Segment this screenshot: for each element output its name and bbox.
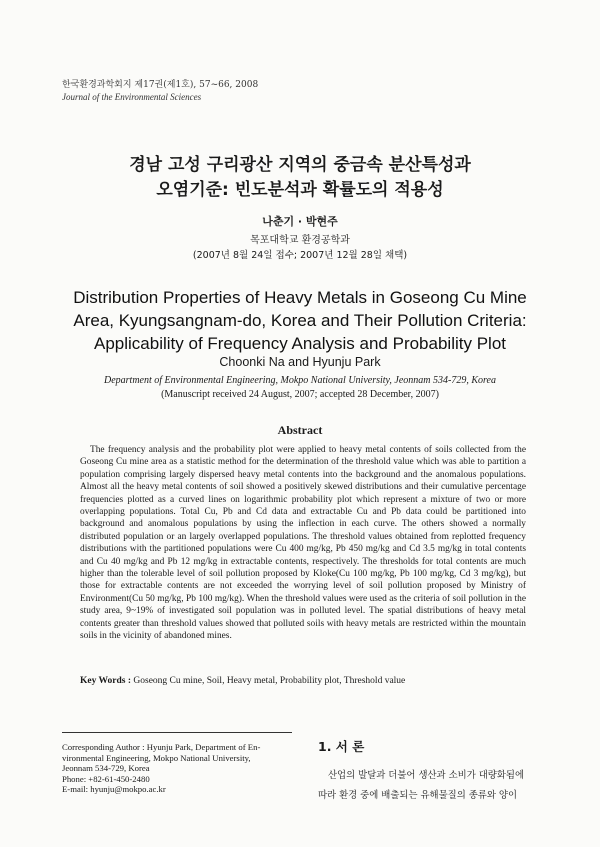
correspondence-email: E-mail: hyunju@mokpo.ac.kr xyxy=(62,784,166,795)
korean-title xyxy=(0,153,600,203)
korean-title-line-2: 오염기준: 빈도분석과 확률도의 적용성 xyxy=(156,180,444,200)
correspondence-phone: Phone: +82-61-450-2480 xyxy=(62,773,150,784)
introduction-body xyxy=(318,766,558,806)
korean-title-line-1: 경남 고성 구리광산 지역의 중금속 분산특성과 xyxy=(129,155,471,175)
abstract-heading: Abstract xyxy=(277,423,323,437)
correspondence-line-2: vironmental Engineering, Mokpo National University, xyxy=(62,752,251,763)
section-heading-introduction: 1. 서 론 xyxy=(318,739,365,754)
keywords-label: Key Words : xyxy=(80,676,132,686)
footnote-divider xyxy=(62,732,292,733)
english-authors: Choonki Na and Hyunju Park xyxy=(219,355,381,369)
introduction-line-2: 따라 환경 중에 배출되는 유해물질의 종류와 양이 xyxy=(318,790,518,801)
abstract-text: The frequency analysis and the probability plot were applied to heavy metal contents of soils collected from the Goseong Cu mine area as a statistic method for the determination of the threshold value which was able to partition a population comprising largely dispersed heavy metal contents into the background and the anomalous populations. Almost all the heavy metal contents of soil showed a positively skewed distributions and their cumulative percentage frequencies plotted as a curved lines on logarithmic probability plot which represent a mixture of two or more overlapping populations. Total Cu, Pb and Cd data and extractable Cu and Pb data could be partitioned into background and anomalous populations by using the inflection in each curve. The others showed a normally distributed population or an largely overlapped populations. The threshold values obtained from replotted frequency distributions with the partitioned populations were Cu 400 mg/kg, Pb 450 mg/kg and Cd 3.5 mg/kg in total contents and Cu 40 mg/kg and Pb 12 mg/kg in extractable contents, respectively. The thresholds for total contents are much higher than the tolerable level of soil pollution proposed by Kloke(Cu 100 mg/kg, Pb 100 mg/kg, Cd 3 mg/kg), but those for extractable contents are not exceeded the worrying level of soil pollution proposed by Ministry of Environment(Cu 50 mg/kg, Pb 100 mg/kg). When the threshold values were used as the criteria of soil pollution in the study area, 9~19% of investigated soil population was in polluted level. The spatial distributions of heavy metal contents greater than threshold values showed that polluted soils with heavy metals are restricted within the mountain soils in the vicinity of abandoned mines. xyxy=(80,445,526,642)
korean-affiliation: 목포대학교 환경공학과 xyxy=(250,235,350,246)
english-affiliation: Department of Environmental Engineering, Mokpo National University, Jeonnam 534-729, Korea xyxy=(104,375,496,386)
correspondence-footnote xyxy=(62,742,294,795)
introduction-line-1: 산업의 발달과 더불어 생산과 소비가 대량화됨에 xyxy=(328,770,525,781)
journal-ref-english: Journal of the Environmental Sciences xyxy=(62,92,202,102)
correspondence-line-3: Jeonnam 534-729, Korea xyxy=(62,763,150,774)
correspondence-line-1: Corresponding Author : Hyunju Park, Department of En- xyxy=(62,742,261,752)
english-title-line-2: Area, Kyungsangnam-do, Korea and Their Pollution Criteria: xyxy=(73,311,527,330)
english-title-line-3: Applicability of Frequency Analysis and Probability Plot xyxy=(94,334,506,353)
english-dates: (Manuscript received 24 August, 2007; accepted 28 December, 2007) xyxy=(161,389,439,400)
journal-reference xyxy=(62,79,258,103)
korean-authors: 나춘기 · 박현주 xyxy=(262,215,338,228)
journal-ref-korean: 한국환경과학회지 제17권(제1호), 57~66, 2008 xyxy=(62,80,259,90)
english-title xyxy=(0,286,600,355)
keywords-text: Goseong Cu mine, Soil, Heavy metal, Probability plot, Threshold value xyxy=(131,676,406,686)
keywords xyxy=(80,676,526,686)
english-title-line-1: Distribution Properties of Heavy Metals in Goseong Cu Mine xyxy=(73,288,527,307)
korean-dates: (2007년 8월 24일 접수; 2007년 12월 28일 채택) xyxy=(192,250,408,261)
